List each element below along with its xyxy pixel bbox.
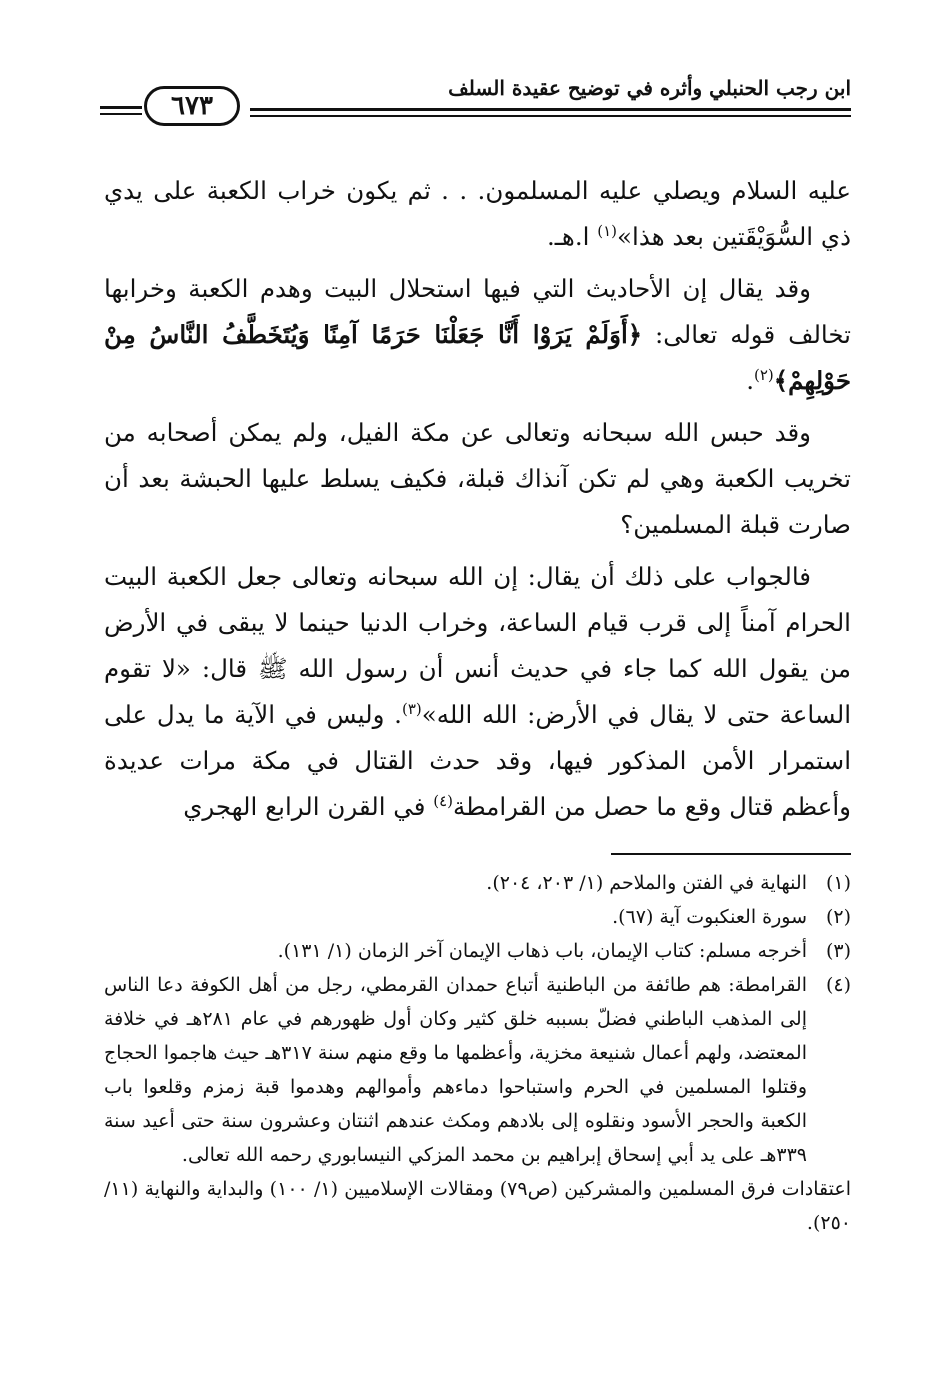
header-rule-left-thin xyxy=(100,113,142,115)
footnote-number: (٢) xyxy=(825,906,851,928)
footnote-number: (٣) xyxy=(825,940,851,962)
page-number: ٦٧٣ xyxy=(144,86,240,126)
paragraph-text: . وليس في الآية ما يدل على استمرار الأمن المذكور فيها، وقد حدث القتال في مكة مرات عديدة وأعظم قتال وقع ما حصل من القرامطة xyxy=(104,700,852,821)
paragraph-text: ا.هـ. xyxy=(546,222,598,251)
footnote-continuation: اعتقادات فرق المسلمين والمشركين (ص٧٩) ومقالات الإسلاميين (١/ ١٠٠) والبداية والنهاية (١١/ ٢٥٠). xyxy=(104,1178,851,1234)
footnote-text: القرامطة: هم طائفة من الباطنية أتباع حمدان القرمطي، رجل من أهل الكوفة دعا الناس إلى المذهب الباطني فضلّ بسببه خلق كثير وكان أول ظهورهم في عام ٢٨١هـ في خلافة المعتضد، ولهم أعمال شنيعة مخزية، وأعظمها ما وقع منهم سنة ٣١٧هـ حيث هاجموا الحجاج وقتلوا المسلمين في الحرم واستباحوا دماءهم وأموالهم وهدموا قبة زمزم وقلعوا باب الكعبة والحجر الأسود ونقلوه إلى بلادهم ومكث عندهم اثنتان وعشرون سنة حتى أعيد سنة ٣٣٩هـ على يد أبي إسحاق إبراهيم بن محمد المزكي النيسابوري رحمه الله تعالى. xyxy=(104,974,808,1166)
paragraph-3: وقد حبس الله سبحانه وتعالى عن مكة الفيل، ولم يمكن أصحابه من تخريب الكعبة وهي لم تكن آنذاك قبلة، فكيف يسلط عليها الحبشة بعد أن صارت قبلة المسلمين؟ xyxy=(104,418,851,539)
footnote-text: سورة العنكبوت آية (٦٧). xyxy=(612,906,807,928)
footnote-text: أخرجه مسلم: كتاب الإيمان، باب ذهاب الإيمان آخر الزمان (١/ ١٣١). xyxy=(277,940,807,962)
running-title: ابن رجب الحنبلي وأثره في توضيح عقيدة السلف xyxy=(448,76,851,100)
page-header xyxy=(100,58,851,130)
paragraph-text: في القرن الرابع الهجري xyxy=(183,792,434,821)
paragraph-text: وقد يقال إن الأحاديث التي فيها استحلال البيت وهدم الكعبة وخرابها تخالف قوله تعالى: xyxy=(104,274,852,349)
quran-verse: ﴿أَوَلَمْ يَرَوْا أَنَّا جَعَلْنَا حَرَمًا آمِنًا وَيُتَخَطَّفُ النَّاسُ مِنْ حَوْلِهِمْ﴾ xyxy=(104,320,851,395)
footnote-item xyxy=(104,968,851,1172)
footnotes xyxy=(104,866,851,1240)
paragraph-text: عليه السلام ويصلي عليه المسلمون. . . ثم يكون خراب الكعبة على يدي ذي السُّوَيْقَتين بعد هذا» xyxy=(104,176,851,251)
footnote-ref-4: (٤) xyxy=(433,791,453,810)
footnote-ref-3: (٣) xyxy=(401,699,422,718)
footnote-number: (١) xyxy=(825,872,851,894)
header-rule-left xyxy=(100,106,142,109)
footnote-item xyxy=(104,866,851,900)
footnote-separator xyxy=(611,853,851,855)
paragraph-4 xyxy=(104,554,851,830)
footnote-number: (٤) xyxy=(825,974,851,996)
header-rule-thin xyxy=(250,115,851,117)
footnote-item xyxy=(104,934,851,968)
footnote-ref-1: (١) xyxy=(597,221,618,240)
paragraph-text: فالجواب على ذلك أن يقال: إن الله سبحانه وتعالى جعل الكعبة البيت الحرام آمناً إلى قرب قيام الساعة، وخراب الدنيا حينما لا يبقى في الأرض من يقول الله كما جاء في حديث أنس أن رسول الله ﷺ قال: «لا تقوم الساعة حتى لا يقال في الأرض: الله الله» xyxy=(104,562,851,729)
paragraph-text: . xyxy=(746,366,754,395)
paragraph-2 xyxy=(104,266,851,404)
paragraph-1 xyxy=(104,168,851,260)
header-rule xyxy=(250,108,851,111)
footnote-ref-2: (٢) xyxy=(753,365,774,384)
footnote-text: النهاية في الفتن والملاحم (١/ ٢٠٣، ٢٠٤). xyxy=(486,872,807,894)
main-text xyxy=(104,168,851,836)
footnote-item xyxy=(104,900,851,934)
